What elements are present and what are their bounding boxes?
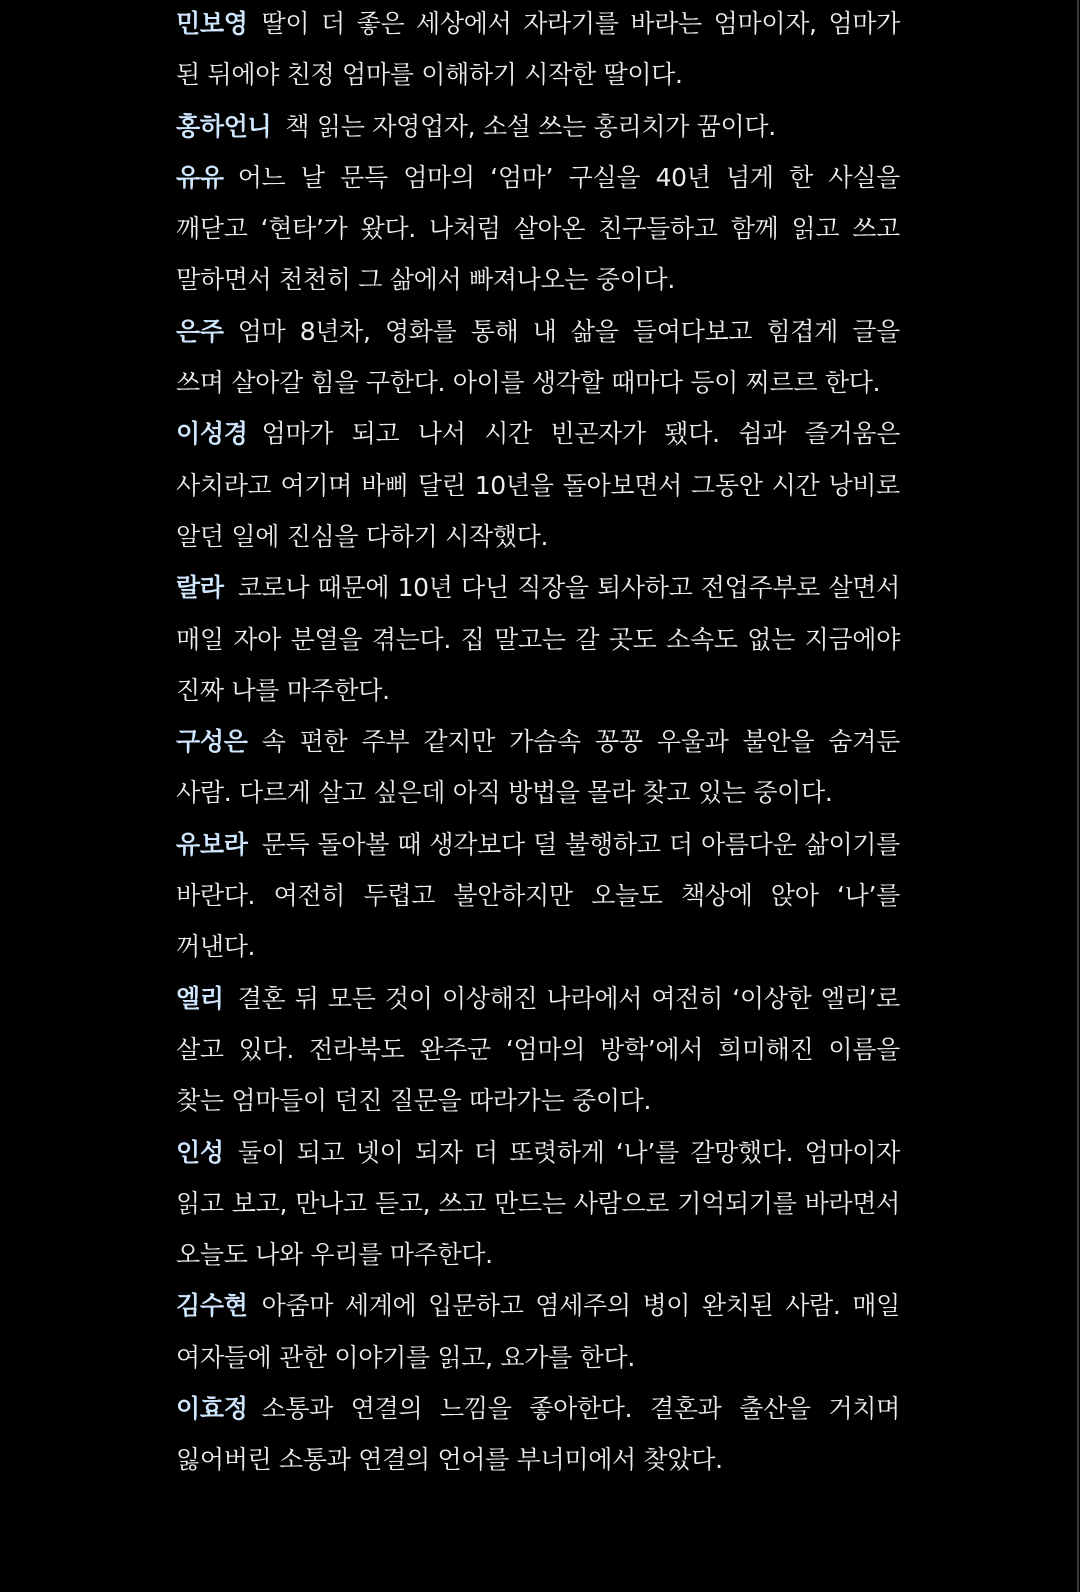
- author-description: 책 읽는 자영업자, 소설 쓰는 홍리치가 꿈이다.: [285, 111, 776, 141]
- author-name: 이성경: [176, 419, 248, 449]
- author-bio: [176, 973, 900, 1127]
- author-name: 은주: [176, 316, 224, 346]
- author-bio: [176, 716, 900, 819]
- author-bio: [176, 1280, 900, 1383]
- author-name: 엘리: [176, 983, 224, 1013]
- author-description: 딸이 더 좋은 세상에서 자라기를 바라는 엄마이자, 엄마가 된 뒤에야 친정 엄마를 이해하기 시작한 딸이다.: [176, 9, 900, 90]
- author-description: 엄마가 되고 나서 시간 빈곤자가 됐다. 쉼과 즐거움은 사치라고 여기며 바삐 달린 10년을 돌아보면서 그동안 시간 낭비로 알던 일에 진심을 다하기 시작했다.: [176, 419, 900, 551]
- author-name: 이효정: [176, 1394, 248, 1424]
- author-description: 결혼 뒤 모든 것이 이상해진 나라에서 여전히 ‘이상한 엘리’로 살고 있다. 전라북도 완주군 ‘엄마의 방학’에서 희미해진 이름을 찾는 엄마들이 던진 질문을 따라가는 중이다.: [176, 983, 900, 1116]
- author-bio: [176, 562, 900, 716]
- author-description: 속 편한 주부 같지만 가슴속 꽁꽁 우울과 불안을 숨겨둔 사람. 다르게 살고 싶은데 아직 방법을 몰라 찾고 있는 중이다.: [176, 727, 900, 808]
- author-bio-list: [176, 0, 900, 1486]
- author-bio: [176, 101, 900, 152]
- author-description: 엄마 8년차, 영화를 통해 내 삶을 들여다보고 힘겹게 글을 쓰며 살아갈 힘을 구한다. 아이를 생각할 때마다 등이 찌르르 한다.: [176, 316, 900, 398]
- author-bio: [176, 408, 900, 562]
- author-description: 어느 날 문득 엄마의 ‘엄마’ 구실을 40년 넘게 한 사실을 깨닫고 ‘현타’가 왔다. 나처럼 살아온 친구들하고 함께 읽고 쓰고 말하면서 천천히 그 삶에서 빠져나오는 중이다.: [176, 162, 900, 295]
- author-name: 유보라: [176, 829, 248, 859]
- author-bio: [176, 1127, 900, 1281]
- author-description: 코로나 때문에 10년 다닌 직장을 퇴사하고 전업주부로 살면서 매일 자아 분열을 겪는다. 집 말고는 갈 곳도 소속도 없는 지금에야 진짜 나를 마주한다.: [176, 573, 900, 705]
- author-name: 인성: [176, 1137, 224, 1167]
- author-bio: [176, 152, 900, 306]
- author-name: 홍하언니: [176, 111, 272, 141]
- author-bio: [176, 819, 900, 973]
- author-name: 랄라: [176, 573, 224, 603]
- author-name: 민보영: [176, 9, 248, 38]
- author-bio: [176, 0, 900, 101]
- author-name: 구성은: [176, 727, 248, 757]
- author-description: 둘이 되고 넷이 되자 더 또렷하게 ‘나’를 갈망했다. 엄마이자 읽고 보고, 만나고 듣고, 쓰고 만드는 사람으로 기억되기를 바라면서 오늘도 나와 우리를 마주한다.: [176, 1137, 900, 1270]
- author-bio: [176, 306, 900, 409]
- author-name: 유유: [176, 162, 224, 192]
- author-description: 소통과 연결의 느낌을 좋아한다. 결혼과 출산을 거치며 잃어버린 소통과 연결의 언어를 부너미에서 찾았다.: [176, 1394, 900, 1475]
- right-edge-divider: [1077, 0, 1079, 1592]
- author-description: 아줌마 세계에 입문하고 염세주의 병이 완치된 사람. 매일 여자들에 관한 이야기를 읽고, 요가를 한다.: [176, 1291, 900, 1372]
- author-bio: [176, 1383, 900, 1486]
- author-description: 문득 돌아볼 때 생각보다 덜 불행하고 더 아름다운 삶이기를 바란다. 여전히 두렵고 불안하지만 오늘도 책상에 앉아 ‘나’를 꺼낸다.: [176, 829, 900, 962]
- author-name: 김수현: [176, 1291, 248, 1321]
